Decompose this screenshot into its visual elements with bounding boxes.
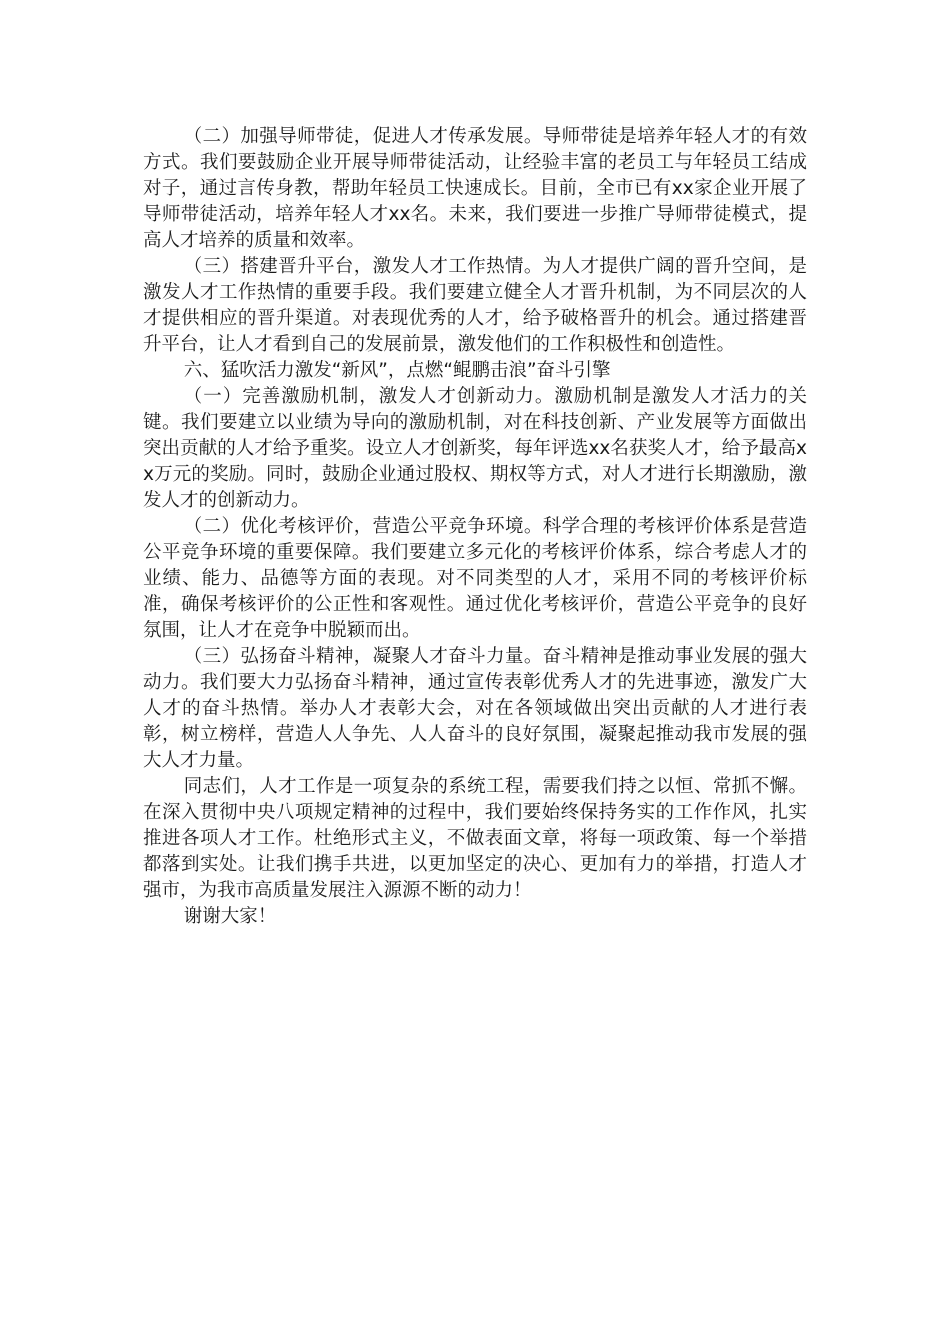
- paragraph-incentive-mechanism: （一）完善激励机制，激发人才创新动力。激励机制是激发人才活力的关键。我们要建立以业绩为导向的激励机制，对在科技创新、产业发展等方面做出突出贡献的人才给予重奖。设立人才创新奖，每年评选xx名获奖人才，给予最高xx万元的奖励。同时，鼓励企业通过股权、期权等方式，对人才进行长期激励，激发人才的创新动力。: [143, 386, 807, 511]
- paragraph-striving-spirit: （三）弘扬奋斗精神，凝聚人才奋斗力量。奋斗精神是推动事业发展的强大动力。我们要大力弘扬奋斗精神，通过宣传表彰优秀人才的先进事迹，激发广大人才的奋斗热情。举办人才表彰大会，对在各领域做出突出贡献的人才进行表彰，树立榜样，营造人人争先、人人奋斗的良好氛围，凝聚起推动我市发展的强大人才力量。: [143, 646, 807, 771]
- paragraph-promotion-platform: （三）搭建晋升平台，激发人才工作热情。为人才提供广阔的晋升空间，是激发人才工作热情的重要手段。我们要建立健全人才晋升机制，为不同层次的人才提供相应的晋升渠道。对表现优秀的人才，给予破格晋升的机会。通过搭建晋升平台，让人才看到自己的发展前景，激发他们的工作积极性和创造性。: [143, 256, 807, 355]
- paragraph-mentorship: （二）加强导师带徒，促进人才传承发展。导师带徒是培养年轻人才的有效方式。我们要鼓励企业开展导师带徒活动，让经验丰富的老员工与年轻员工结成对子，通过言传身教，帮助年轻员工快速成长。目前，全市已有xx家企业开展了导师带徒活动，培养年轻人才xx名。未来，我们要进一步推广导师带徒模式，提高人才培养的质量和效率。: [143, 126, 807, 251]
- document-body: [143, 124, 807, 930]
- paragraph-closing-remarks: 同志们，人才工作是一项复杂的系统工程，需要我们持之以恒、常抓不懈。在深入贯彻中央八项规定精神的过程中，我们要始终保持务实的工作作风，扎实推进各项人才工作。杜绝形式主义，不做表面文章，将每一项政策、每一个举措都落到实处。让我们携手共进，以更加坚定的决心、更加有力的举措，打造人才强市，为我市高质量发展注入源源不断的动力！: [143, 776, 807, 901]
- paragraph-evaluation: （二）优化考核评价，营造公平竞争环境。科学合理的考核评价体系是营造公平竞争环境的重要保障。我们要建立多元化的考核评价体系，综合考虑人才的业绩、能力、品德等方面的表现。对不同类型的人才，采用不同的考核评价标准，确保考核评价的公正性和客观性。通过优化考核评价，营造公平竞争的良好氛围，让人才在竞争中脱颖而出。: [143, 516, 807, 641]
- paragraph-thanks: 谢谢大家！: [183, 906, 277, 927]
- section-heading-six: 六、猛吹活力激发“新风”，点燃“鲲鹏击浪”奋斗引擎: [183, 360, 611, 381]
